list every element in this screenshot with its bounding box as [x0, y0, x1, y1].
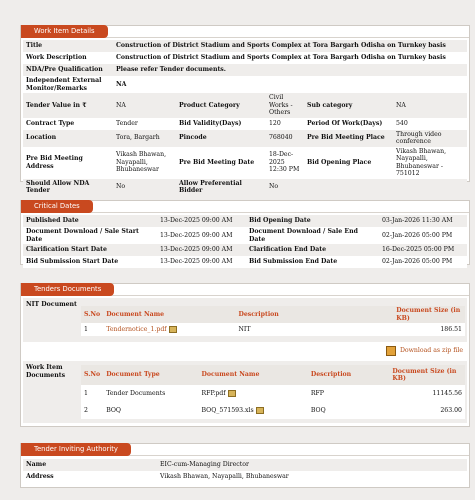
work-row-sno: 1 [84, 389, 88, 397]
period-of-work-label: Period Of Work(Days) [304, 118, 393, 130]
published-date-value: 13-Dec-2025 09:00 AM [157, 215, 246, 227]
nit-row-docname [103, 323, 235, 336]
desc-value: Construction of District Stadium and Sports Complex at Tora Bargarh Odisha on Turnkey basis [113, 52, 467, 64]
preferential-bidder-label: Allow Preferential Bidder [176, 179, 266, 196]
allow-nda-label: Should Allow NDA Tender [23, 179, 113, 196]
work-row-sno: 2 [84, 406, 88, 414]
bid-opening-place-label: Bid Opening Place [304, 147, 393, 179]
nit-row-size: 186.51 [440, 325, 462, 333]
doc-sale-start-value: 13-Dec-2025 09:00 AM [157, 227, 246, 244]
nda-label: NDA/Pre Qualification [23, 64, 113, 76]
work-col-sno: S.No [81, 365, 103, 385]
work-col-size: Document Size (in KB) [389, 365, 465, 385]
nit-table [81, 306, 465, 336]
bid-opening-place-value: Vikash Bhawan, Nayapalli, Bhubaneswar - 751012 [393, 147, 467, 179]
bid-submission-end-label: Bid Submission End Date [246, 256, 379, 268]
work-item-panel [20, 25, 470, 194]
nit-col-description: Description [235, 306, 393, 323]
empty-cell [304, 179, 393, 196]
work-item-documents-label: Work Item Documents [26, 364, 66, 379]
nit-col-docname: Document Name [103, 306, 235, 323]
preferential-bidder-value: No [266, 179, 304, 196]
pdf-file-icon[interactable] [169, 326, 177, 333]
work-col-doctype: Document Type [103, 365, 198, 385]
work-row-docname [199, 402, 308, 419]
boq-document-link[interactable]: BOQ_571593.xls [201, 406, 254, 414]
prebid-address-label: Pre Bid Meeting Address [23, 147, 113, 179]
nit-document-label: NIT Document [26, 301, 77, 308]
pincode-value: 768040 [266, 130, 304, 147]
download-zip-label: Download as zip file [399, 347, 463, 354]
tender-value: NA [113, 93, 176, 118]
allow-nda-value: No [113, 179, 176, 196]
work-row-description: BOQ [310, 406, 326, 414]
prebid-date-value: 18-Dec-2025 12:30 PM [266, 147, 304, 179]
critical-dates-table [23, 215, 467, 268]
work-item-table [23, 40, 467, 196]
authority-address-value: Vikash Bhawan, Nayapalli, Bhubaneswar [157, 471, 467, 483]
bid-opening-date-label: Bid Opening Date [246, 215, 379, 227]
period-of-work-value: 540 [393, 118, 467, 130]
sub-category-label: Sub category [304, 93, 393, 118]
prebid-place-label: Pre Bid Meeting Place [304, 130, 393, 147]
title-label: Title [23, 40, 113, 52]
authority-name-value: EIC-cum-Managing Director [157, 459, 467, 471]
nit-document-link[interactable]: Tendernotice_1.pdf [106, 325, 167, 333]
zip-archive-icon [386, 346, 396, 356]
critical-dates-panel [20, 200, 470, 265]
published-date-label: Published Date [23, 215, 157, 227]
bid-validity-value: 120 [266, 118, 304, 130]
bid-submission-start-label: Bid Submission Start Date [23, 256, 157, 268]
prebid-date-label: Pre Bid Meeting Date [176, 147, 266, 179]
prebid-address-value: Vikash Bhawan, Nayapalli, Bhubaneswar [113, 147, 176, 179]
product-category-label: Product Category [176, 93, 266, 118]
clarification-start-label: Clarification Start Date [23, 244, 157, 256]
nda-value: Please refer Tender documents. [113, 64, 467, 76]
work-row-size: 11145.56 [432, 389, 462, 397]
clarification-end-label: Clarification End Date [246, 244, 379, 256]
download-zip-link[interactable] [386, 345, 463, 357]
authority-address-label: Address [23, 471, 157, 483]
doc-sale-start-label: Document Download / Sale Start Date [23, 227, 157, 244]
pincode-label: Pincode [176, 130, 266, 147]
work-row-doctype: BOQ [106, 406, 121, 414]
tender-authority-panel [20, 443, 470, 488]
bid-opening-date-value: 03-Jan-2026 11:30 AM [379, 215, 467, 227]
work-item-documents-table [81, 365, 465, 419]
contract-type-label: Contract Type [23, 118, 113, 130]
nit-row-description: NIT [238, 325, 251, 333]
desc-label: Work Description [23, 52, 113, 64]
location-label: Location [23, 130, 113, 147]
nit-row-sno: 1 [84, 325, 88, 333]
nit-col-sno: S.No [81, 306, 103, 323]
nit-col-size: Document Size (in KB) [393, 306, 465, 323]
work-item-documents-section [23, 361, 467, 423]
clarification-start-value: 13-Dec-2025 09:00 AM [157, 244, 246, 256]
critical-dates-tab: Critical Dates [21, 200, 93, 213]
rfp-document-link[interactable]: RFP.pdf [201, 389, 226, 397]
empty-cell [393, 179, 467, 196]
work-row-doctype: Tender Documents [106, 389, 166, 397]
work-row-description: RFP [310, 389, 324, 397]
nit-section [23, 298, 467, 342]
bid-validity-label: Bid Validity(Days) [176, 118, 266, 130]
bid-submission-end-value: 02-Jan-2026 05:00 PM [379, 256, 467, 268]
iem-value: NA [113, 76, 467, 93]
doc-sale-end-label: Document Download / Sale End Date [246, 227, 379, 244]
iem-label: Independent External Monitor/Remarks [23, 76, 113, 93]
work-col-description: Description [308, 365, 390, 385]
work-row-size: 263.00 [440, 406, 462, 414]
pdf-file-icon[interactable] [228, 390, 236, 397]
work-item-tab: Work Item Details [21, 25, 108, 38]
tender-documents-panel [20, 283, 470, 427]
product-category-value: Civil Works - Others [266, 93, 304, 118]
work-row-docname [199, 385, 308, 402]
xls-file-icon[interactable] [256, 407, 264, 414]
authority-name-label: Name [23, 459, 157, 471]
prebid-place-value: Through video conference [393, 130, 467, 147]
tender-value-label: Tender Value in ₹ [23, 93, 113, 118]
location-value: Tora, Bargarh [113, 130, 176, 147]
title-value: Construction of District Stadium and Sports Complex at Tora Bargarh Odisha on Turnkey basis [113, 40, 467, 52]
work-col-docname: Document Name [199, 365, 308, 385]
authority-table [23, 459, 467, 483]
doc-sale-end-value: 02-Jan-2026 05:00 PM [379, 227, 467, 244]
bid-submission-start-value: 13-Dec-2025 09:00 AM [157, 256, 246, 268]
sub-category-value: NA [393, 93, 467, 118]
contract-type-value: Tender [113, 118, 176, 130]
clarification-end-value: 16-Dec-2025 05:00 PM [379, 244, 467, 256]
tender-authority-tab: Tender Inviting Authority [21, 443, 131, 456]
tender-documents-tab: Tenders Documents [21, 283, 114, 296]
